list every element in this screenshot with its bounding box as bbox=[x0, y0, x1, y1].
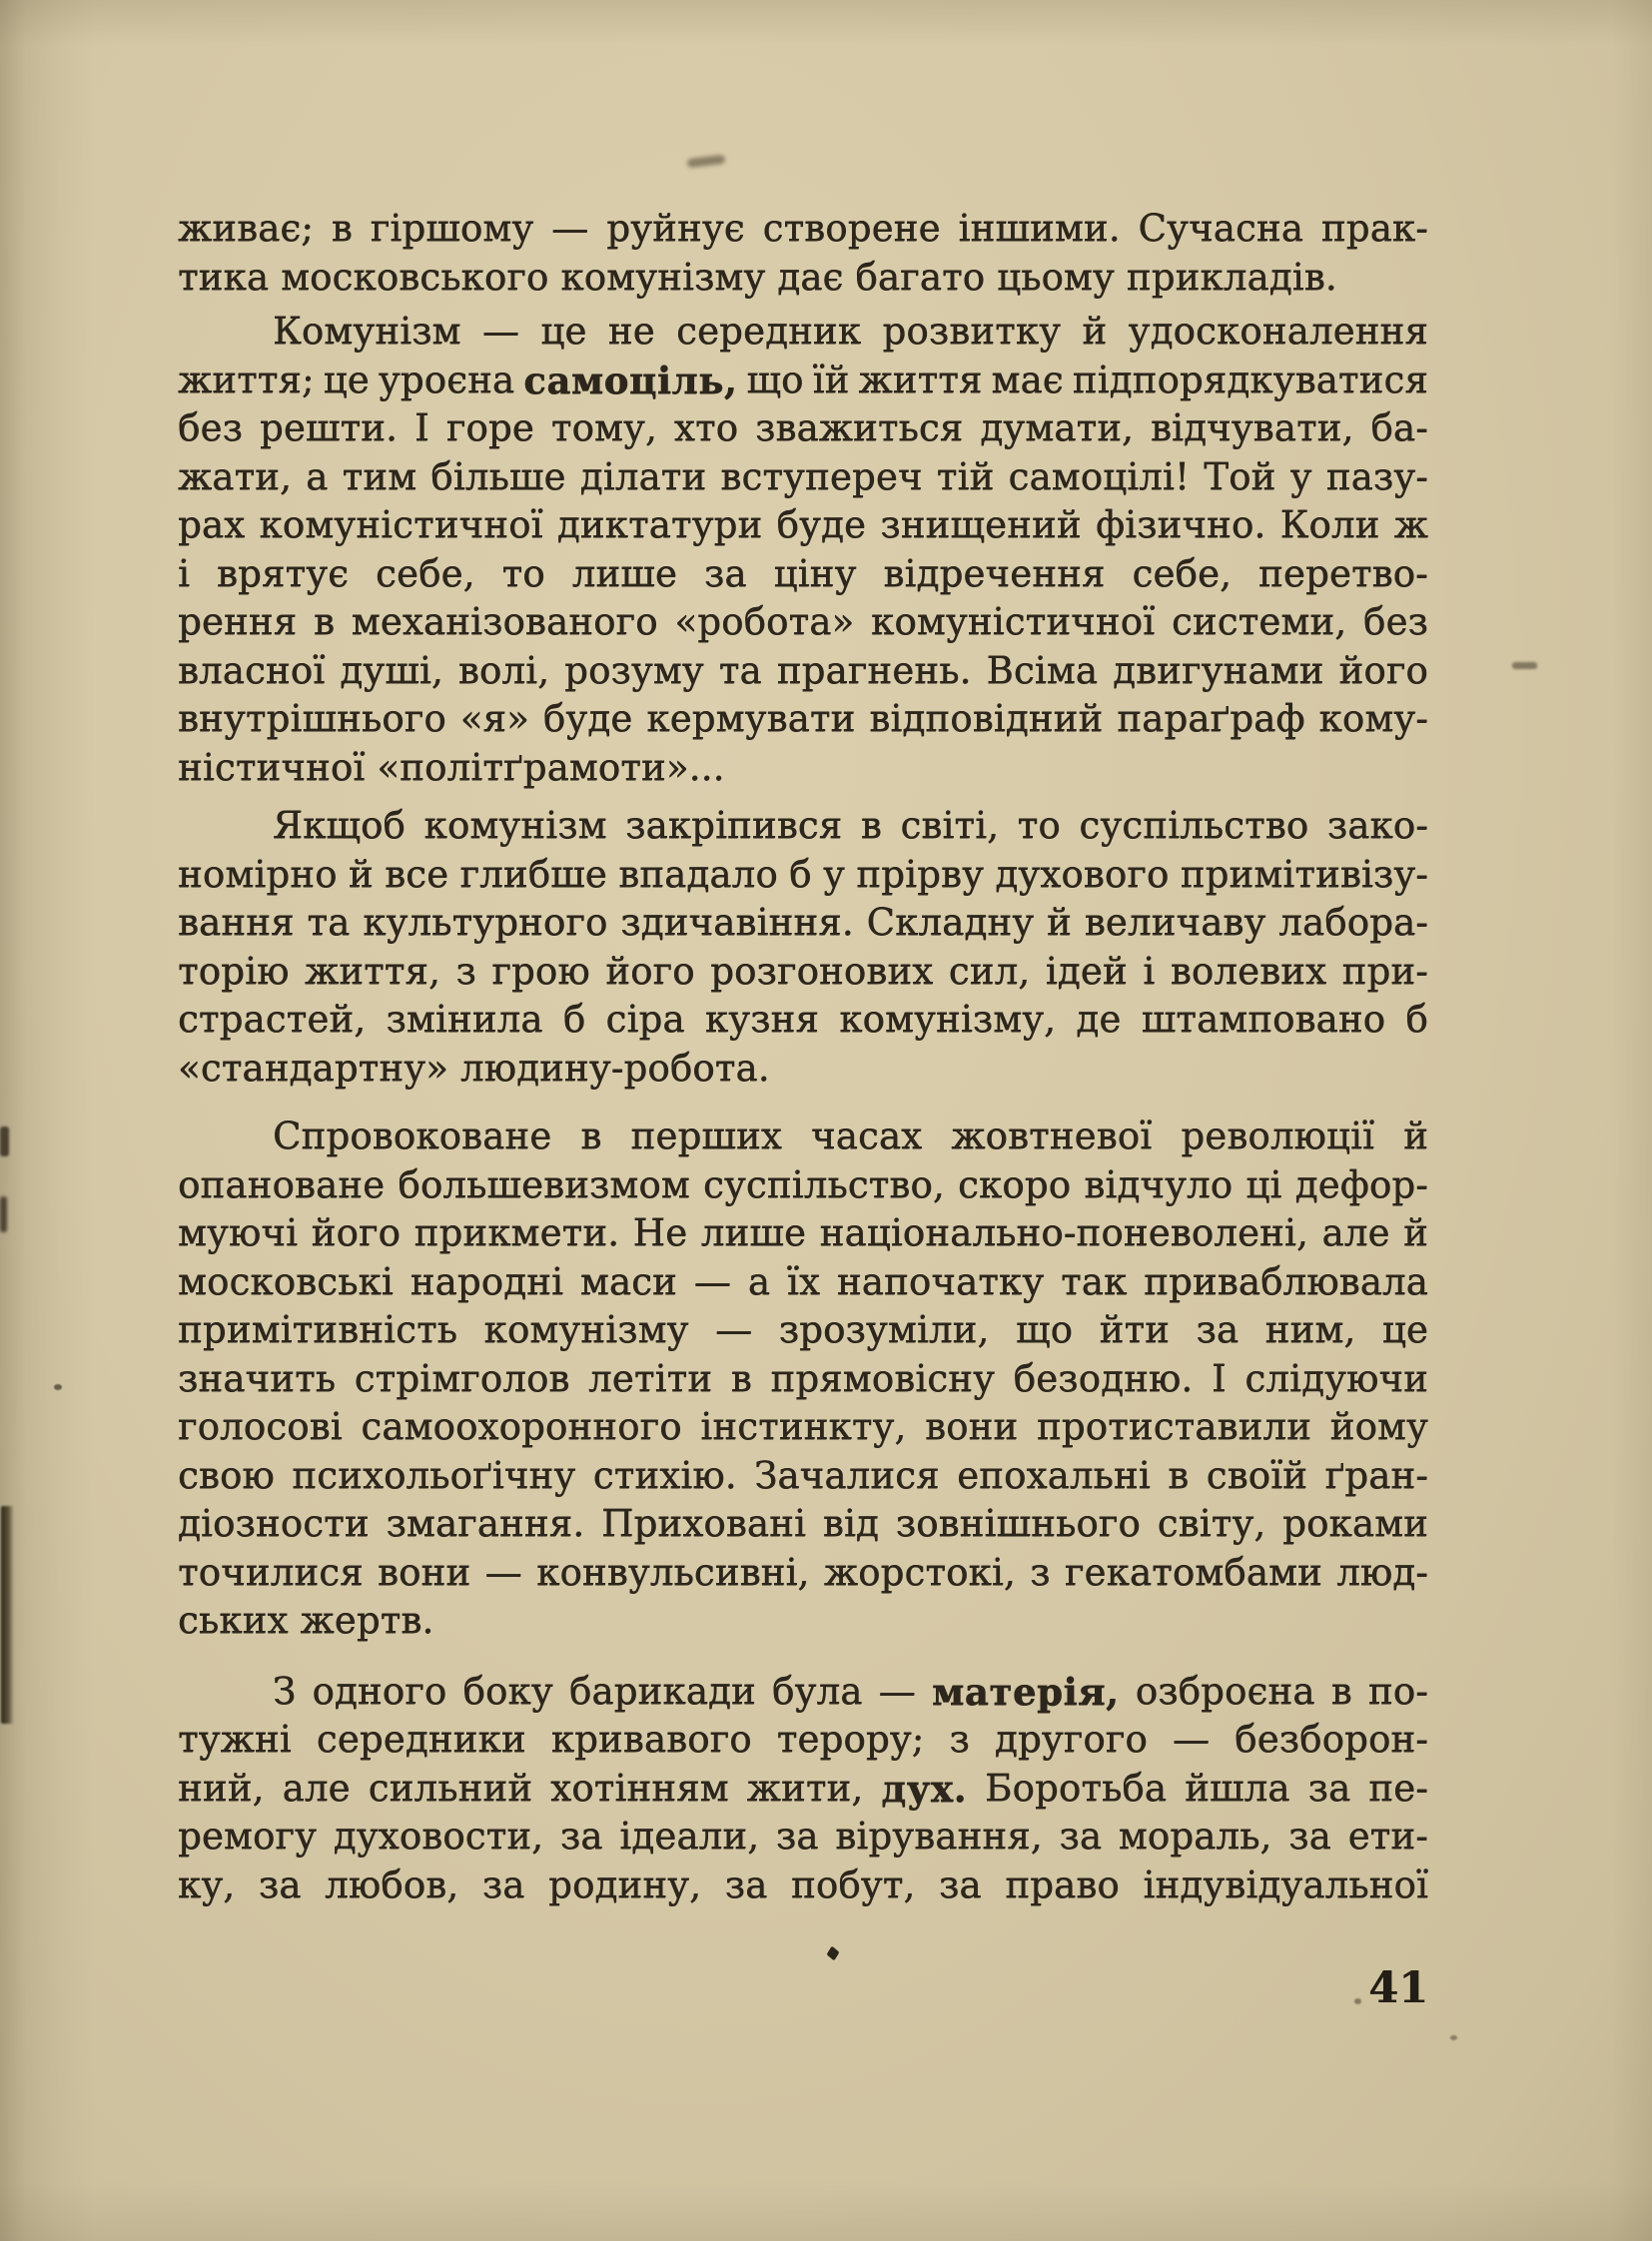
text-line: жати, а тим більше ділати вступереч тій самоцілі! Той у пазу- bbox=[178, 454, 1428, 498]
paragraph bbox=[178, 1668, 1428, 1910]
text-line: Комунізм — це не середник розвитку й удосконалення bbox=[273, 310, 1428, 353]
text-line: діозности змагання. Приховані від зовнішнього світу, роками bbox=[178, 1502, 1428, 1545]
text-line: ремогу духовости, за ідеали, за вірування, за мораль, за ети- bbox=[178, 1815, 1428, 1858]
text-line: тужні середники кривавого терору; з другого — безборон- bbox=[178, 1718, 1428, 1761]
text-line: живає; в гіршому — руйнує створене іншими. Сучасна прак- bbox=[178, 207, 1428, 250]
ink-smudge bbox=[687, 155, 726, 169]
paragraph bbox=[178, 1113, 1428, 1646]
text-line: рах комуністичної диктатури буде знищений фізично. Коли ж bbox=[178, 503, 1428, 546]
text-block bbox=[178, 205, 1428, 1909]
text-line: голосові самоохоронного інстинкту, вони протиставили йому bbox=[178, 1405, 1428, 1448]
text-line: вання та культурного здичавіння. Складну й величаву лабора- bbox=[178, 901, 1428, 944]
page-number: 41 bbox=[1368, 1963, 1428, 2013]
text-line: точилися вони — конвульсивні, жорстокі, з гекатомбами люд- bbox=[178, 1550, 1428, 1594]
spine-edge-mark bbox=[0, 1196, 7, 1232]
text-line: ний, але сильний хотінням жити, дух. Боротьба йшла за пе- bbox=[178, 1766, 1428, 1811]
text-line: внутрішнього «я» буде кермувати відповідний параґраф кому- bbox=[178, 697, 1428, 740]
printers-mark bbox=[826, 1946, 839, 1961]
text-line: ністичної «політґрамоти»... bbox=[178, 745, 725, 789]
text-line: свою психольоґічну стихію. Зачалися епохальні в своїй ґран- bbox=[178, 1453, 1428, 1497]
text-line: номірно й все глибше впадало б у прірву духового примітивізу- bbox=[178, 852, 1428, 896]
text-line: «стандартну» людину-робота. bbox=[178, 1046, 770, 1090]
text-line: без решти. І горе тому, хто зважиться думати, відчувати, ба- bbox=[178, 406, 1428, 449]
text-line: страстей, змінила б сіра кузня комунізму, де штамповано б bbox=[178, 998, 1428, 1041]
paragraph bbox=[178, 802, 1428, 1093]
text-line: Якщоб комунізм закріпився в світі, то суспільство зако- bbox=[273, 804, 1428, 847]
text-line: і врятує себе, то лише за ціну відречення себе, перетво- bbox=[178, 551, 1428, 595]
text-line: тика московського комунізму дає багато цьому прикладів. bbox=[178, 255, 1337, 299]
text-line: торію життя, з грою його розгонових сил, ідей і волевих при- bbox=[178, 949, 1428, 993]
text-line: ку, за любов, за родину, за побут, за право індувідуальної bbox=[178, 1863, 1428, 1906]
text-line: життя; це уроєна самоціль, що їй життя має підпорядкуватися bbox=[178, 358, 1428, 402]
ink-dash bbox=[1512, 662, 1537, 669]
paper-speck bbox=[1450, 2035, 1457, 2040]
paper-speck bbox=[54, 1384, 62, 1390]
text-line: муючі його прикмети. Не лише національно-поневолені, але й bbox=[178, 1211, 1428, 1254]
text-line: московські народні маси — а їх напочатку так приваблювала bbox=[178, 1259, 1428, 1303]
spine-edge-bar bbox=[1, 1506, 14, 1724]
text-line: власної душі, волі, розуму та прагнень. Всіма двигунами його bbox=[178, 648, 1428, 692]
text-line: опановане большевизмом суспільство, скоро відчуло ці дефор- bbox=[178, 1162, 1428, 1206]
text-line: примітивність комунізму — зрозуміли, що йти за ним, це bbox=[178, 1308, 1428, 1351]
spine-edge-mark bbox=[0, 1126, 9, 1156]
paragraph bbox=[178, 205, 1428, 302]
text-line: З одного боку барикади була — матерія, озброєна в по- bbox=[273, 1669, 1428, 1714]
paragraph bbox=[178, 308, 1428, 792]
text-line: Спровоковане в перших часах жовтневої революції й bbox=[273, 1115, 1428, 1157]
text-line: значить стрімголов летіти в прямовісну безодню. І слідуючи bbox=[178, 1356, 1428, 1400]
text-line: ських жертв. bbox=[178, 1599, 434, 1642]
text-line: рення в механізованого «робота» комуністичної системи, без bbox=[178, 600, 1428, 643]
